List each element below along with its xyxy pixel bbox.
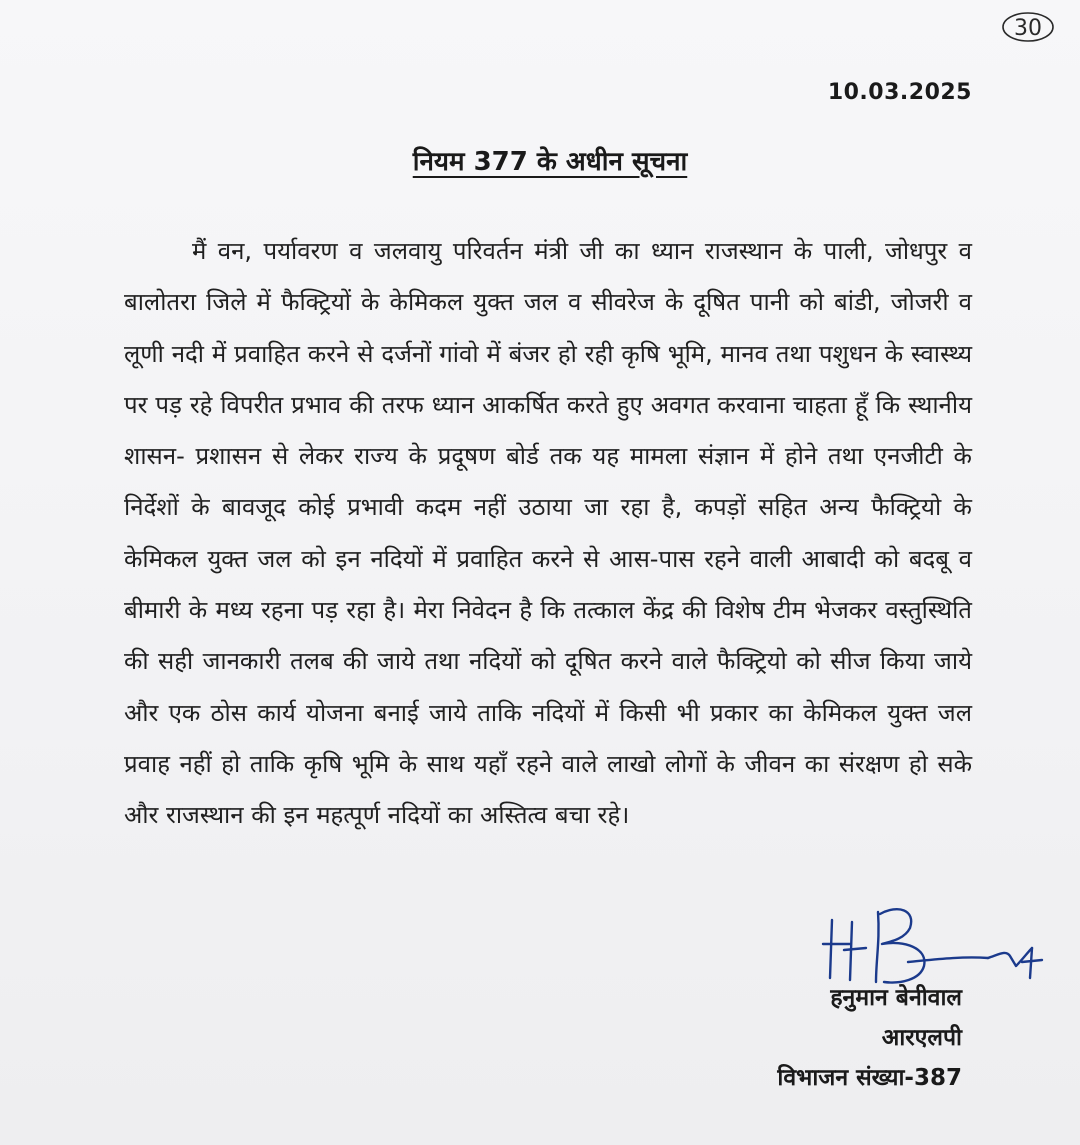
signatory-name: हनुमान बेनीवाल <box>830 985 962 1011</box>
handwritten-page-number <box>1000 10 1056 44</box>
signatory-division-number: विभाजन संख्या-387 <box>777 1065 962 1091</box>
signatory-block <box>777 978 962 1098</box>
page-number-text: 30 <box>1014 16 1042 41</box>
signatory-party: आरएलपी <box>881 1025 962 1051</box>
document-date: 10.03.2025 <box>827 80 972 105</box>
document-heading: नियम 377 के अधीन सूचना <box>412 147 688 177</box>
document-body: मैं वन, पर्यावरण व जलवायु परिवर्तन मंत्री जी का ध्यान राजस्थान के पाली, जोधपुर व बालोतरा जिले में फैक्ट्रियों के केमिकल युक्त जल व सीवरेज के दूषित पानी को बांडी, जोजरी व लूणी नदी में प्रवाहित करने से दर्जनों गांवो में बंजर हो रही कृषि भूमि, मानव तथा पशुधन के स्वास्थ्य पर पड़ रहे विपरीत प्रभाव की तरफ ध्यान आकर्षित करते हुए अवगत करवाना चाहता हूँ कि स्थानीय शासन- प्रशासन से लेकर राज्य के प्रदूषण बोर्ड तक यह मामला संज्ञान में होने तथा एनजीटी के निर्देशों के बावजूद कोई प्रभावी कदम नहीं उठाया जा रहा है, कपड़ों सहित अन्य फैक्ट्रियो के केमिकल युक्त जल को इन नदियों में प्रवाहित करने से आस-पास रहने वाली आबादी को बदबू व बीमारी के मध्य रहना पड़ रहा है। मेरा निवेदन है कि तत्काल केंद्र की विशेष टीम भेजकर वस्तुस्थिति की सही जानकारी तलब की जाये तथा नदियों को दूषित करने वाले फैक्ट्रियो को सीज किया जाये और एक ठोस कार्य योजना बनाई जाये ताकि नदियों में किसी भी प्रकार का केमिकल युक्त जल प्रवाह नहीं हो ताकि कृषि भूमि के साथ यहाँ रहने वाले लाखो लोगों के जीवन का संरक्षण हो सके और राजस्थान की इन महत्पूर्ण नदियों का अस्तित्व बचा रहे। <box>124 237 972 830</box>
